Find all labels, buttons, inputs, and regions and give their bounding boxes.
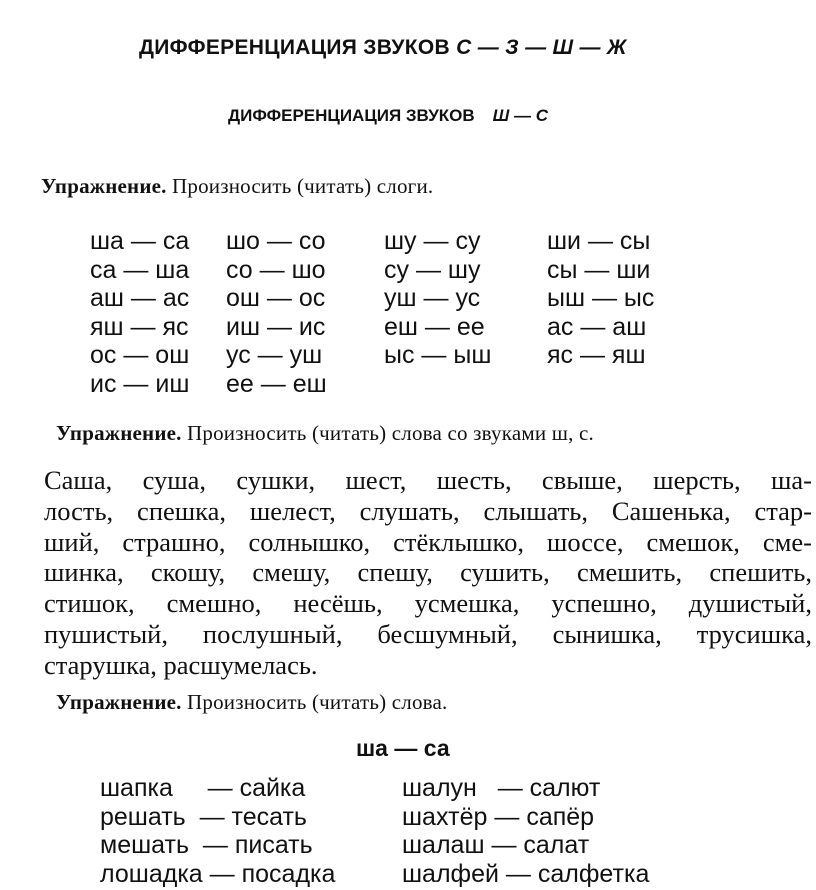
exercise-3-text: Произносить (читать) слова. [181,690,448,714]
syllable-pair: уш — ус [384,284,481,312]
paragraph-line: ший, страшно, солнышко, стёклышко, шоссе, смешок, сме- [44,526,812,557]
word-pair: шахтёр — сапёр [402,802,595,831]
word-pairs-heading: ша — са [356,735,450,761]
exercise-1-text: Произносить (читать) слоги. [166,174,434,198]
syllable-pair: ус — уш [226,341,323,369]
word-pairs-column-1 [100,774,335,888]
syllable-pair: яс — яш [547,341,646,369]
paragraph-line: стишок, смешно, несёшь, усмешка, успешно, душистый, [44,588,812,619]
syllable-column-4 [547,227,654,370]
syllable-pair: ыс — ыш [384,341,492,369]
syllable-pair: ас — аш [547,312,647,341]
main-title-letters: С — З — Ш — Ж [456,36,627,59]
syllable-pair: со — шо [226,255,326,284]
main-title-text: ДИФФЕРЕНЦИАЦИЯ ЗВУКОВ [139,36,457,59]
word-pairs-column-2 [402,774,649,888]
syllable-pair: ее — еш [226,369,327,398]
section-title-text: ДИФФЕРЕНЦИАЦИЯ ЗВУКОВ [228,106,475,125]
syllable-pair: иш — ис [226,312,326,341]
syllable-pair: ши — сы [547,227,651,255]
paragraph-line: шинка, скошу, смешу, спешу, сушить, смешить, спешить, [44,557,812,588]
syllable-column-1 [90,227,189,398]
syllable-column-2 [226,227,327,398]
syllable-pair: ша — са [90,227,190,255]
paragraph-line: Саша, суша, сушки, шест, шесть, свыше, шерсть, ша- [44,465,812,495]
syllable-pair: ош — ос [226,284,326,312]
syllable-pair: шу — су [384,227,481,255]
paragraph-line: старушка, расшумелась. [44,649,318,680]
syllable-pair: са — ша [90,255,190,284]
paragraph-line: пушистый, послушный, бесшумный, сынишка, трусишка, [44,618,812,649]
exercise-3-instruction [56,690,447,715]
syllable-pair: ыш — ыс [547,284,655,312]
exercise-2-text: Произносить (читать) слова со звуками ш, с. [181,421,594,445]
exercise-2-label: Упражнение. [56,421,182,445]
syllable-pair: ис — иш [90,369,190,398]
syllable-pair: аш — ас [90,284,190,312]
syllable-pair: ос — ош [90,341,190,369]
syllable-pair: шо — со [226,227,326,255]
exercise-1-instruction [41,174,433,199]
word-pair: шапка — сайка [100,774,306,802]
syllable-pair: яш — яс [90,312,189,341]
word-pair: мешать — писать [100,831,313,859]
syllable-pair: сы — ши [547,255,651,284]
section-title-letters: Ш — С [492,106,549,125]
exercise-2-instruction [56,421,594,446]
word-pair: шалфей — салфетка [402,859,650,888]
word-pair: шалун — салют [402,774,601,802]
word-paragraph [44,465,812,681]
paragraph-line: лость, спешка, шелест, слушать, слышать, Сашенька, стар- [44,495,812,526]
main-title [139,36,627,60]
word-pair: лошадка — посадка [100,859,336,888]
section-title [228,106,548,126]
exercise-3-label: Упражнение. [56,690,182,714]
exercise-1-label: Упражнение. [41,174,167,198]
word-pair: шалаш — салат [402,831,590,859]
syllable-column-3 [384,227,491,370]
word-pair: решать — тесать [100,802,307,831]
syllable-pair: еш — ее [384,312,485,341]
syllable-pair: су — шу [384,255,481,284]
